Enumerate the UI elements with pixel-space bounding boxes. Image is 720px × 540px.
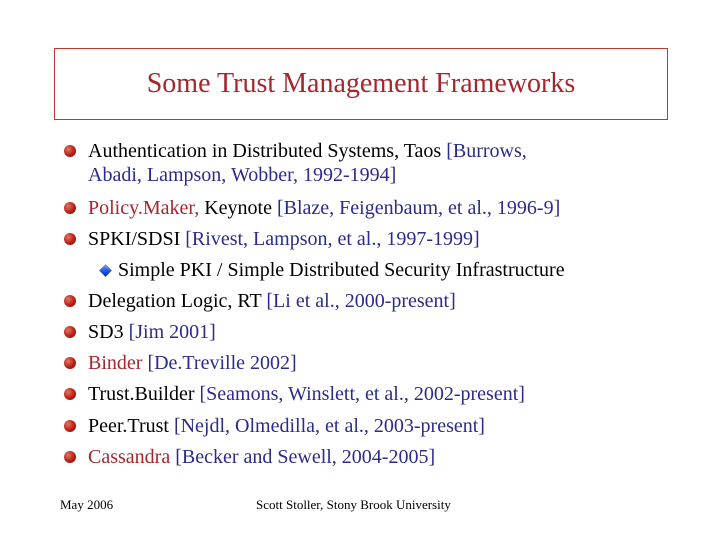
slide-title: Some Trust Management Frameworks xyxy=(146,68,576,99)
sub-bullet-icon xyxy=(99,264,112,277)
bullet-icon xyxy=(64,202,76,214)
list-item xyxy=(88,196,560,220)
bullet-icon xyxy=(64,233,76,245)
item-text: Keynote xyxy=(199,197,277,219)
item-text: Authentication in Distributed Systems, Taos xyxy=(88,140,447,162)
item-text: Delegation Logic, RT xyxy=(88,290,267,312)
item-text: SD3 xyxy=(88,321,129,343)
item-citation: [Blaze, Feigenbaum, et al., 1996-9] xyxy=(276,197,561,219)
bullet-icon xyxy=(64,295,76,307)
item-citation: [De.Treville 2002] xyxy=(142,352,297,374)
item-citation: Abadi, Lampson, Wobber, 1992-1994] xyxy=(88,164,397,186)
bullet-icon xyxy=(64,451,76,463)
bullet-icon xyxy=(64,145,76,157)
item-highlight: Cassandra xyxy=(88,446,171,468)
sub-list-item xyxy=(118,258,565,282)
list-item xyxy=(88,414,485,438)
item-citation: [Seamons, Winslett, et al., 2002-present] xyxy=(199,383,525,405)
footer-author: Scott Stoller, Stony Brook University xyxy=(256,497,451,512)
item-citation: [Becker and Sewell, 2004-2005] xyxy=(170,446,436,468)
item-text: SPKI/SDSI xyxy=(88,228,186,250)
list-item xyxy=(88,227,480,251)
list-item xyxy=(88,320,216,344)
bullet-icon xyxy=(64,357,76,369)
item-citation: [Jim 2001] xyxy=(128,321,216,343)
item-citation: [Li et al., 2000-present] xyxy=(266,290,456,312)
item-citation: [Rivest, Lampson, et al., 1997-1999] xyxy=(185,228,480,250)
bullet-icon xyxy=(64,388,76,400)
list-item xyxy=(88,289,456,313)
bullet-icon xyxy=(64,326,76,338)
item-highlight: Binder xyxy=(88,352,143,374)
item-text: Simple PKI / Simple Distributed Security Infrastructure xyxy=(118,259,565,281)
list-item xyxy=(88,351,297,375)
list-item xyxy=(88,382,525,406)
item-text: Peer.Trust xyxy=(88,415,174,437)
item-highlight: Policy.Maker, xyxy=(88,197,200,219)
list-item xyxy=(88,445,435,469)
list-item xyxy=(88,139,527,163)
footer-date: May 2006 xyxy=(60,497,114,512)
list-item-continuation xyxy=(88,163,396,187)
item-citation: [Nejdl, Olmedilla, et al., 2003-present] xyxy=(173,415,485,437)
bullet-icon xyxy=(64,420,76,432)
item-citation: [Burrows, xyxy=(446,140,527,162)
item-text: Trust.Builder xyxy=(88,383,200,405)
